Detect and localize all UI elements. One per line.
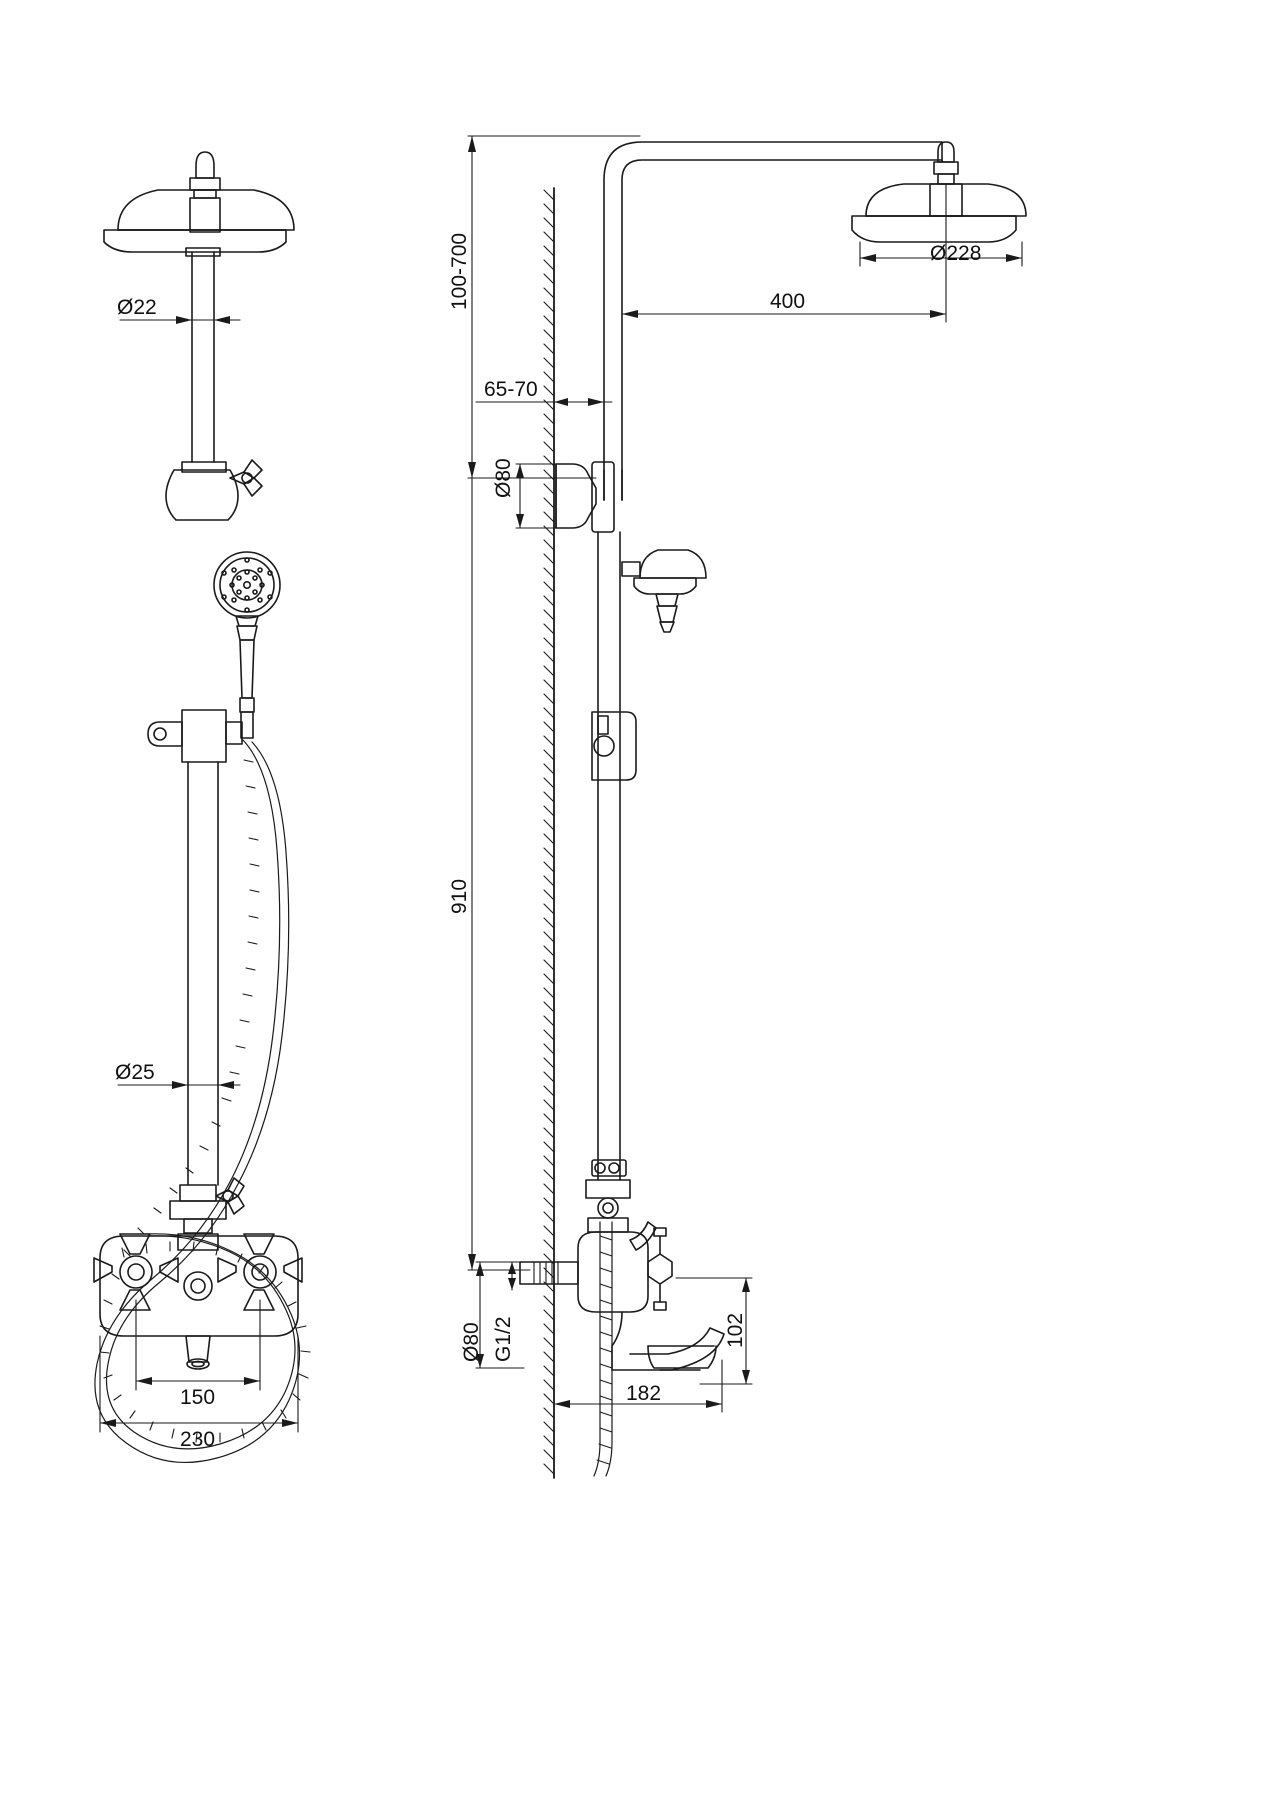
cold-handle-front	[94, 1234, 178, 1310]
dim-label-102: 102	[724, 1312, 747, 1348]
handle-side	[648, 1228, 672, 1310]
side-view	[468, 136, 1026, 1478]
hand-shower-side	[622, 550, 706, 632]
dim-label-d25: Ø25	[115, 1061, 155, 1084]
dim-label-150: 150	[180, 1386, 216, 1409]
dim-label-d228: Ø228	[930, 242, 982, 265]
upper-wall-flange	[556, 462, 614, 532]
dim-label-910: 910	[448, 878, 471, 914]
dim-910	[468, 478, 530, 1270]
dim-label-d80-upper: Ø80	[492, 458, 515, 498]
mixer-body-front	[94, 1178, 302, 1369]
shower-hose-side	[594, 1222, 612, 1476]
dim-label-400: 400	[770, 290, 806, 313]
dim-label-65-70: 65-70	[484, 378, 538, 401]
dim-label-g12: G1/2	[492, 1316, 515, 1362]
dim-label-d80-lower: Ø80	[460, 1322, 483, 1362]
dim-label-100-700: 100-700	[448, 232, 471, 310]
shower-hose-front	[95, 740, 310, 1462]
dim-label-182: 182	[626, 1382, 662, 1405]
front-view	[94, 152, 310, 1462]
dim-label-d22: Ø22	[117, 296, 157, 319]
dim-150	[136, 1300, 260, 1390]
dim-g12	[508, 1262, 516, 1290]
diverter-knob-front	[216, 1178, 244, 1214]
shower-head-side	[852, 142, 1026, 242]
mixer-side	[520, 1160, 724, 1370]
hand-shower-holder	[148, 710, 242, 762]
dim-label-230: 230	[180, 1428, 216, 1451]
